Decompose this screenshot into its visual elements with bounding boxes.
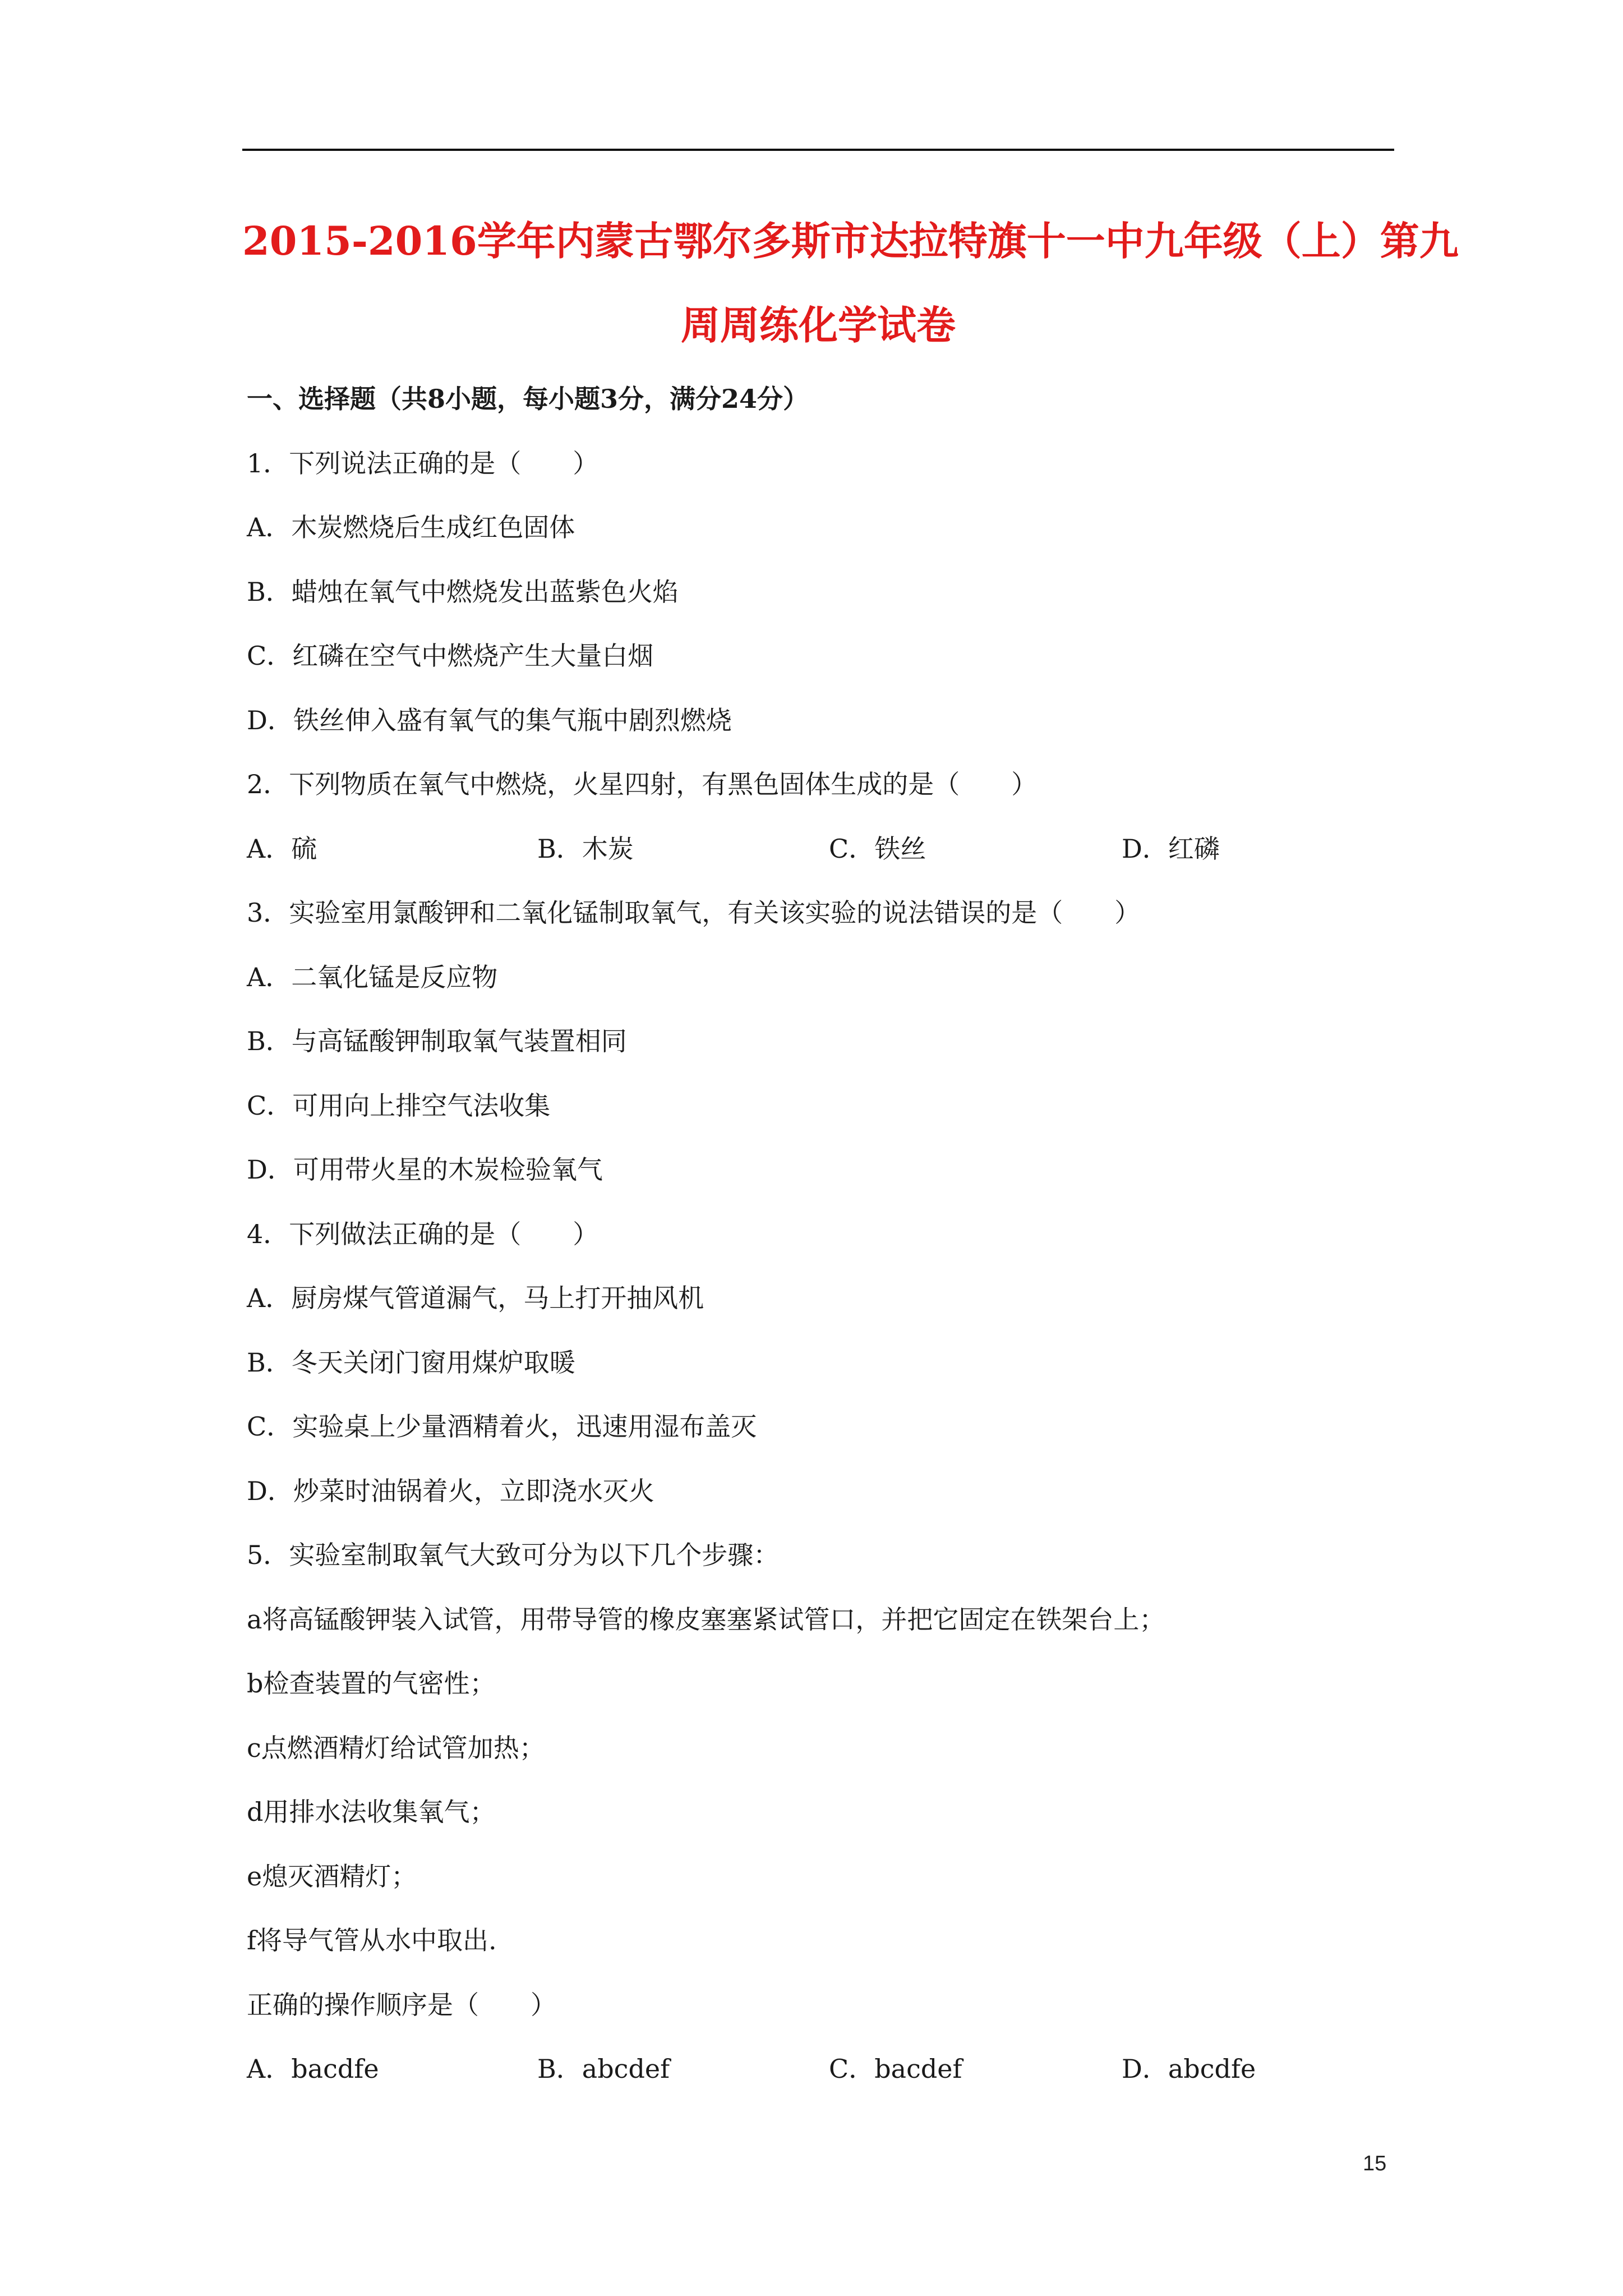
question-4-option-d: D．炒菜时油锅着火，立即浇水灭火: [247, 1476, 654, 1506]
question-5-option-c: C．bacdef: [829, 2054, 962, 2084]
question-5-option-b: B．abcdef: [537, 2054, 670, 2084]
question-4-option-a: A．厨房煤气管道漏气，马上打开抽风机: [247, 1283, 704, 1313]
question-3-option-d: D．可用带火星的木炭检验氧气: [247, 1154, 603, 1185]
question-3-option-a: A．二氧化锰是反应物: [247, 962, 498, 992]
question-5-prompt: 正确的操作顺序是（ ）: [247, 1990, 556, 2020]
question-1-option-c: C．红磷在空气中燃烧产生大量白烟: [247, 641, 654, 671]
question-2-option-b: B．木炭: [537, 834, 634, 864]
question-2-option-a: A．硫: [247, 834, 317, 864]
question-2-option-c: C．铁丝: [829, 834, 926, 864]
question-5-option-d: D．abcdfe: [1122, 2054, 1256, 2084]
question-1-stem: 1．下列说法正确的是（ ）: [247, 448, 599, 478]
question-5-step-c: c点燃酒精灯给试管加热；: [247, 1733, 545, 1763]
question-3-option-c: C．可用向上排空气法收集: [247, 1091, 551, 1121]
header-rule: [242, 149, 1394, 151]
question-1-option-a: A．木炭燃烧后生成红色固体: [247, 512, 575, 542]
question-4-stem: 4．下列做法正确的是（ ）: [247, 1219, 599, 1249]
page-number: 15: [1363, 2152, 1387, 2175]
question-5-step-b: b检查装置的气密性；: [247, 1668, 496, 1699]
question-2-stem: 2．下列物质在氧气中燃烧，火星四射，有黑色固体生成的是（ ）: [247, 769, 1038, 799]
question-5-step-f: f将导气管从水中取出.: [247, 1925, 497, 1955]
question-5-step-d: d用排水法收集氧气；: [247, 1797, 496, 1827]
question-4-option-b: B．冬天关闭门窗用煤炉取暖: [247, 1347, 575, 1378]
document-title-line-2: 周周练化学试卷: [681, 302, 956, 348]
document-title-line-1: 2015-2016学年内蒙古鄂尔多斯市达拉特旗十一中九年级（上）第九: [242, 218, 1459, 264]
section-heading: 一、选择题（共8小题，每小题3分，满分24分）: [247, 384, 809, 414]
question-5-step-a: a将高锰酸钾装入试管，用带导管的橡皮塞塞紧试管口，并把它固定在铁架台上；: [247, 1604, 1165, 1635]
question-1-option-d: D．铁丝伸入盛有氧气的集气瓶中剧烈燃烧: [247, 705, 732, 735]
question-5-option-a: A．bacdfe: [247, 2054, 379, 2084]
question-5-stem: 5．实验室制取氧气大致可分为以下几个步骤：: [247, 1540, 780, 1570]
question-5-step-e: e熄灭酒精灯；: [247, 1861, 417, 1892]
question-2-option-d: D．红磷: [1122, 834, 1220, 864]
question-1-option-b: B．蜡烛在氧气中燃烧发出蓝紫色火焰: [247, 577, 679, 607]
question-3-option-b: B．与高锰酸钾制取氧气装置相同: [247, 1026, 627, 1056]
question-4-option-c: C．实验桌上少量酒精着火，迅速用湿布盖灭: [247, 1411, 757, 1442]
question-3-stem: 3．实验室用氯酸钾和二氧化锰制取氧气，有关该实验的说法错误的是（ ）: [247, 898, 1141, 928]
